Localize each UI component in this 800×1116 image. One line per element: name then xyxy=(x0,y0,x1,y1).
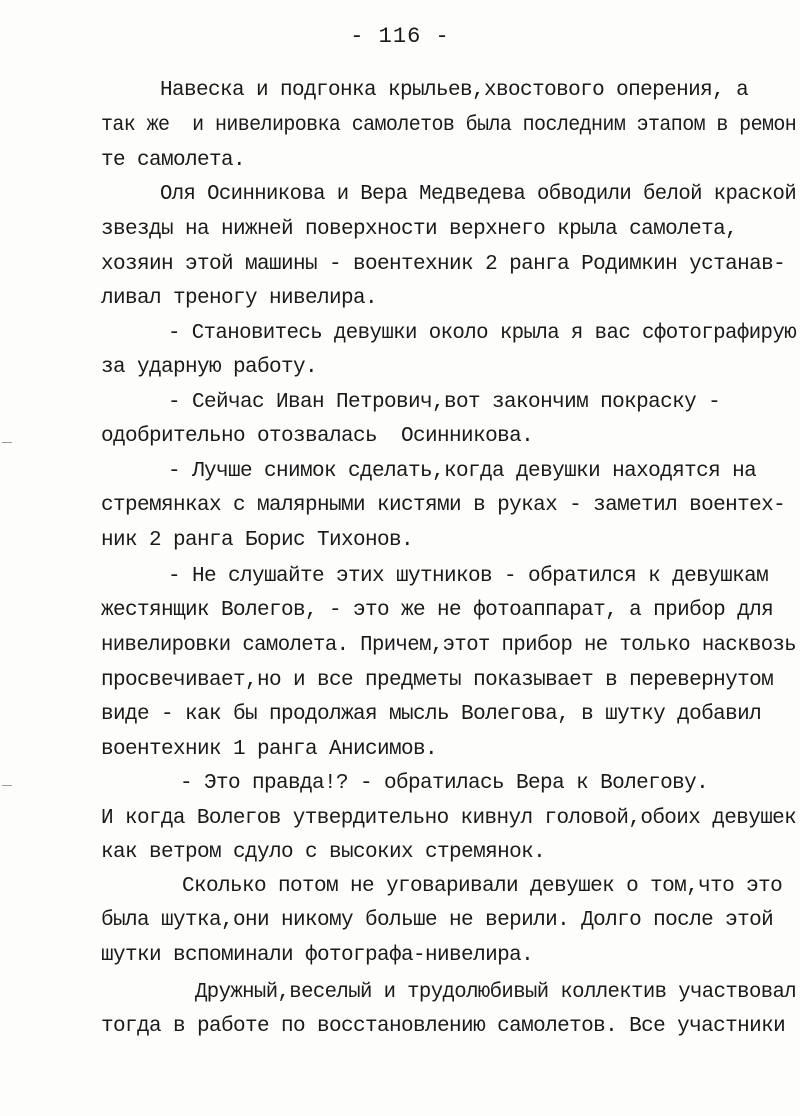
text-line: - Сейчас Иван Петрович,вот закончим покраску - xyxy=(168,391,721,414)
text-line: хозяин этой машины - воентехник 2 ранга Родимкин устанав- xyxy=(101,253,786,276)
text-line: нивелировки самолета. Причем,этот прибор не только насквозь xyxy=(101,634,797,657)
text-line: Навеска и подгонка крыльев,хвостового оперения, а xyxy=(160,79,749,102)
text-line: тогда в работе по восстановлению самолетов. Все участники xyxy=(101,1015,786,1038)
text-line: ник 2 ранга Борис Тихонов. xyxy=(101,529,414,552)
text-line: - Не слушайте этих шутников - обратился к девушкам xyxy=(168,565,769,588)
text-line: одобрительно отозвалась Осинникова. xyxy=(101,425,534,448)
text-line: ливал треногу нивелира. xyxy=(101,287,378,310)
margin-tick-mark xyxy=(2,785,12,786)
text-line: те самолета. xyxy=(101,149,246,172)
text-line: шутки вспоминали фотографа-нивелира. xyxy=(101,944,534,967)
text-line: за ударную работу. xyxy=(101,356,318,379)
text-line: Дружный,веселый и трудолюбивый коллектив участвовал xyxy=(195,981,797,1004)
text-line: Сколько потом не уговаривали девушек о том,что это xyxy=(182,875,783,898)
text-line: И когда Волегов утвердительно кивнул головой,обоих девушек xyxy=(101,807,797,830)
text-line: была шутка,они никому больше не верили. Долго после этой xyxy=(101,909,774,932)
text-line: как ветром сдуло с высоких стремянок. xyxy=(101,841,546,864)
text-line: - Лучше снимок сделать,когда девушки находятся на xyxy=(168,460,757,483)
text-line: - Это правда!? - обратилась Вера к Волегову. xyxy=(180,772,709,795)
text-line: звезды на нижней поверхности верхнего крыла самолета, xyxy=(101,218,738,241)
text-line: Оля Осинникова и Вера Медведева обводили белой краской xyxy=(160,183,797,206)
text-line: просвечивает,но и все предметы показывает в перевернутом xyxy=(101,669,774,692)
page-number: - 116 - xyxy=(350,24,450,49)
text-line: виде - как бы продолжая мысль Волегова, в шутку добавил xyxy=(101,703,762,726)
margin-tick-mark xyxy=(2,442,12,443)
text-line: жестянщик Волегов, - это же не фотоаппарат, а прибор для xyxy=(101,599,774,622)
text-line: - Становитесь девушки около крыла я вас сфотографирую xyxy=(168,322,797,345)
text-line: воентехник 1 ранга Анисимов. xyxy=(101,738,438,761)
text-line: стремянках с малярными кистями в руках - заметил воентех- xyxy=(101,494,786,517)
text-line: так же и нивелировка самолетов была последним этапом в ремон xyxy=(101,114,797,137)
